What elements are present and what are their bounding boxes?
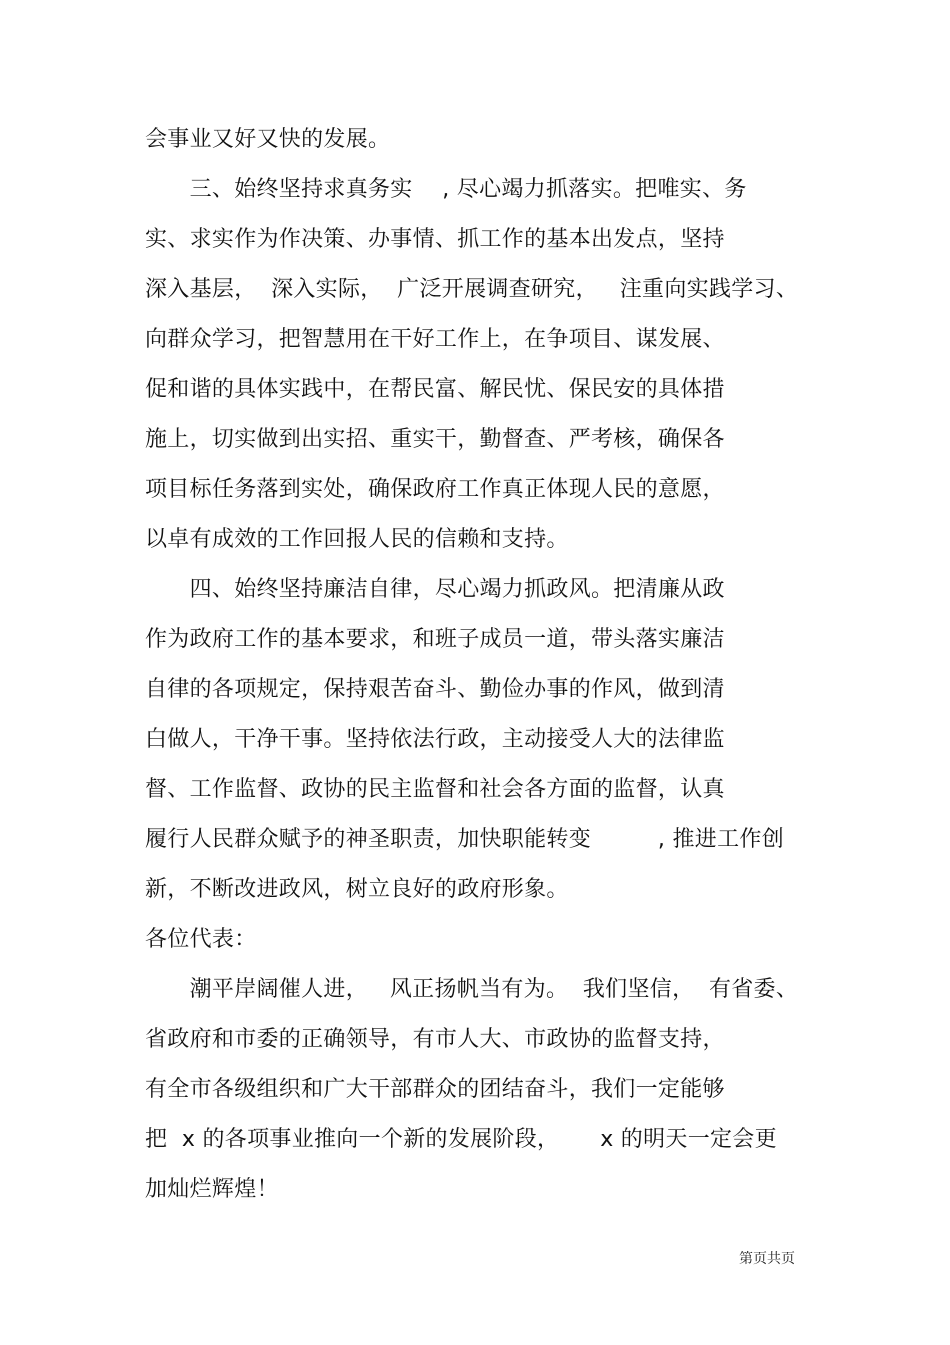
body-text-line: 会事业又好又快的发展。 — [145, 127, 391, 152]
body-text-line: 自律的各项规定，保持艰苦奋斗、勤俭办事的作风，做到清 — [145, 677, 725, 702]
body-text-line: 督、工作监督、政协的民主监督和社会各方面的监督，认真 — [145, 777, 725, 802]
body-text-line: 新，不断改进政风，树立良好的政府形象。 — [145, 877, 569, 902]
body-text-line: 实、求实作为作决策、办事情、抓工作的基本出发点，坚持 — [145, 227, 725, 252]
body-text-line: 履行人民群众赋予的神圣职责，加快职能转变 , 推进工作创 — [145, 827, 784, 852]
salutation-line: 各位代表： — [145, 927, 257, 952]
body-text-line: 项目标任务落到实处，确保政府工作真正体现人民的意愿， — [145, 477, 725, 502]
body-text-line: 把 x 的各项事业推向一个新的发展阶段， x 的明天一定会更 — [145, 1127, 777, 1152]
body-text-line: 促和谐的具体实践中，在帮民富、解民忧、保民安的具体措 — [145, 377, 725, 402]
body-text-line: 以卓有成效的工作回报人民的信赖和支持。 — [145, 527, 569, 552]
body-text-line: 省政府和市委的正确领导，有市人大、市政协的监督支持， — [145, 1027, 725, 1052]
body-text-line: 施上，切实做到出实招、重实干，勤督查、严考核，确保各 — [145, 427, 725, 452]
body-text-line: 有全市各级组织和广大干部群众的团结奋斗，我们一定能够 — [145, 1077, 725, 1102]
body-text-line: 潮平岸阔催人进， 风正扬帆当有为。 我们坚信， 有省委、 — [145, 977, 799, 1002]
body-text-line: 四、始终坚持廉洁自律，尽心竭力抓政风。把清廉从政 — [145, 577, 725, 602]
body-text-line: 加灿烂辉煌！ — [145, 1177, 279, 1202]
body-text-line: 三、始终坚持求真务实 , 尽心竭力抓落实。把唯实、务 — [145, 177, 747, 202]
body-text-line: 作为政府工作的基本要求，和班子成员一道，带头落实廉洁 — [145, 627, 725, 652]
page-number-footer: 第页共页 — [739, 1251, 795, 1267]
body-text-line: 白做人，干净干事。坚持依法行政，主动接受人大的法律监 — [145, 727, 725, 752]
body-text-line: 向群众学习，把智慧用在干好工作上，在争项目、谋发展、 — [145, 327, 725, 352]
body-text-line: 深入基层， 深入实际， 广泛开展调查研究， 注重向实践学习、 — [145, 277, 799, 302]
